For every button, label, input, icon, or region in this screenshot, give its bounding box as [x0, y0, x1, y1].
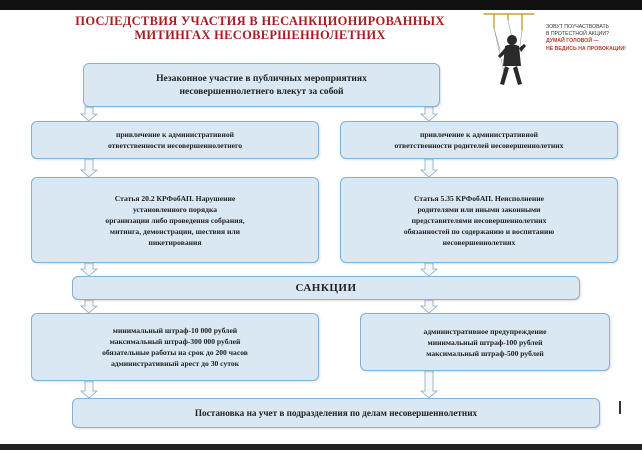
minor-sanction-line-4: административный арест до 30 суток	[110, 359, 240, 368]
slogan-line-3: ДУМАЙ ГОЛОВОЙ —	[546, 38, 599, 45]
main-box-line-1: Незаконное участие в публичных мероприятиях	[156, 73, 367, 84]
title-line-1: ПОСЛЕДСТВИЯ УЧАСТИЯ В НЕСАНКЦИОНИРОВАННЫХ	[75, 14, 445, 28]
slogan-line-2: В ПРОТЕСТНОЙ АКЦИИ?	[546, 31, 609, 38]
article-20-2-box	[31, 177, 319, 263]
arrow-left-down-1	[81, 159, 97, 177]
minor-sanction-line-2: максимальный штраф-300 000 рублей	[109, 337, 241, 346]
article-5-35-line-2: родителями или иными законными	[417, 204, 541, 214]
minor-sanction-line-3: обязательные работы на срок до 200 часов	[102, 348, 248, 357]
slogan-line-1: ЗОВУТ ПОУЧАСТВОВАТЬ	[546, 24, 610, 30]
article-20-2-line-5: пикетирования	[148, 237, 202, 247]
minor-sanctions-box	[31, 313, 319, 381]
main-consequence-box	[83, 63, 440, 107]
parent-sanction-line-3: максимальный штраф-500 рублей	[426, 348, 544, 358]
arrow-main-left	[81, 107, 97, 121]
slogan-line-4: НЕ ВЕДИСЬ НА ПРОВОКАЦИИ!	[546, 45, 626, 52]
registration-label: Постановка на учет в подразделения по делам несовершеннолетних	[194, 408, 478, 418]
main-box-line-2: несовершеннолетнего влекут за собой	[179, 86, 344, 97]
arrow-sanctions-left	[81, 300, 97, 313]
parent-sanctions-box	[360, 313, 610, 371]
arrow-left-final	[81, 381, 97, 398]
article-5-35-line-3: представителями несовершеннолетних	[411, 215, 547, 225]
article-20-2-line-3: организации либо проведения собрания,	[105, 215, 245, 225]
parent-sanction-line-1: административное предупреждение	[423, 326, 547, 336]
article-20-2-line-1: Статья 20.2 КРФобАП. Нарушение	[114, 193, 236, 203]
registration-box	[72, 398, 600, 428]
arrow-main-right	[421, 107, 437, 121]
parent-sanction-line-2: минимальный штраф-100 рублей	[427, 337, 543, 347]
minor-liability-line-2: ответственности несовершеннолетнего	[107, 141, 243, 150]
article-5-35-line-1: Статья 5.35 КРФобАП. Неисполнение	[413, 193, 545, 203]
article-20-2-line-2: установленного порядка	[132, 204, 218, 214]
article-5-35-line-4: обязанностей по содержанию и воспитанию	[403, 226, 555, 236]
title-line-2: МИТИНГАХ НЕСОВЕРШЕННОЛЕТНИХ	[134, 28, 386, 42]
article-5-35-box	[340, 177, 618, 263]
parent-liability-box	[340, 121, 618, 159]
minor-sanction-line-1: минимальный штраф-10 000 рублей	[112, 326, 238, 335]
text-cursor-mark	[619, 401, 621, 414]
arrow-right-down-1	[421, 159, 437, 177]
minor-liability-line-1: привлечение к административной	[115, 130, 235, 139]
arrow-left-down-2	[81, 263, 97, 276]
arrow-right-final	[421, 371, 437, 398]
arrow-right-down-2	[421, 263, 437, 276]
article-20-2-line-4: митинга, демонстрации, шествия или	[109, 226, 241, 236]
minor-liability-box	[31, 121, 319, 159]
bottom-border	[0, 444, 642, 450]
article-5-35-line-5: несовершеннолетних	[442, 237, 516, 247]
parent-liability-line-2: ответственности родителей несовершеннолетних	[394, 141, 564, 150]
sanctions-header	[72, 276, 580, 300]
sanctions-label: САНКЦИИ	[295, 282, 357, 294]
arrow-sanctions-right	[421, 300, 437, 313]
parent-liability-line-1: привлечение к административной	[419, 130, 539, 139]
